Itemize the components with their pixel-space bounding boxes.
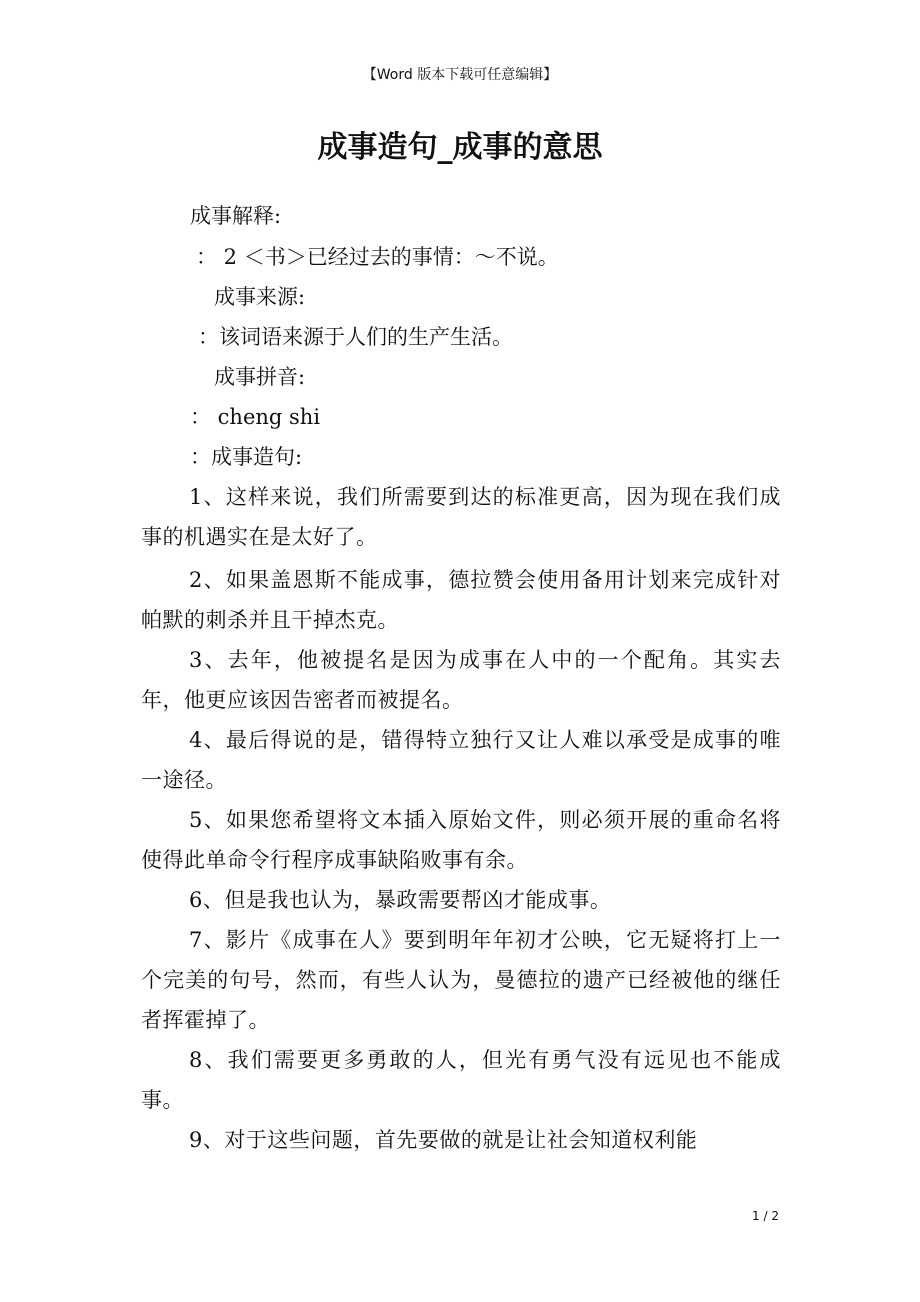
sentence-item: 9、对于这些问题，首先要做的就是让社会知道权利能 <box>189 1128 698 1152</box>
explain-label: 成事解释: <box>190 204 282 228</box>
sentence-item: 8、我们需要更多勇敢的人，但光有勇气没有远见也不能成事。 <box>141 1048 781 1112</box>
document-title: 成事造句_成事的意思 <box>317 130 603 165</box>
page-number: 1 / 2 <box>752 1209 779 1223</box>
sentence-item: 3、去年，他被提名是因为成事在人中的一个配角。其实去年，他更应该因告密者而被提名。 <box>141 648 781 712</box>
pinyin-label: 成事拼音: <box>214 365 306 389</box>
sentence-item: 6、但是我也认为，暴政需要帮凶才能成事。 <box>189 888 612 912</box>
sentence-item: 4、最后得说的是，错得特立独行又让人难以承受是成事的唯一途径。 <box>141 728 781 792</box>
sentence-item: 7、影片《成事在人》要到明年年初才公映，它无疑将打上一个完美的句号，然而，有些人认为，曼德拉的遗产已经被他的继任者挥霍掉了。 <box>141 928 781 1032</box>
source-label: 成事来源: <box>214 285 306 309</box>
sentence-item: 5、如果您希望将文本插入原始文件，则必须开展的重命名将使得此单命令行程序成事缺陷败事有余。 <box>141 808 781 872</box>
source-text: ：该词语来源于人们的生产生活。 <box>198 325 513 349</box>
sentence-item: 2、如果盖恩斯不能成事，德拉赞会使用备用计划来完成针对帕默的刺杀并且干掉杰克。 <box>141 568 781 632</box>
header-note: 【Word 版本下载可任意编辑】 <box>362 67 558 83</box>
sentence-item: 1、这样来说，我们所需要到达的标准更高，因为现在我们成事的机遇实在是太好了。 <box>141 485 781 549</box>
sentences-label: ：成事造句: <box>190 445 303 469</box>
pinyin-text: ： cheng shi <box>190 405 321 429</box>
explain-text: ： 2 ＜书＞已经过去的事情：～不说。 <box>196 245 559 269</box>
